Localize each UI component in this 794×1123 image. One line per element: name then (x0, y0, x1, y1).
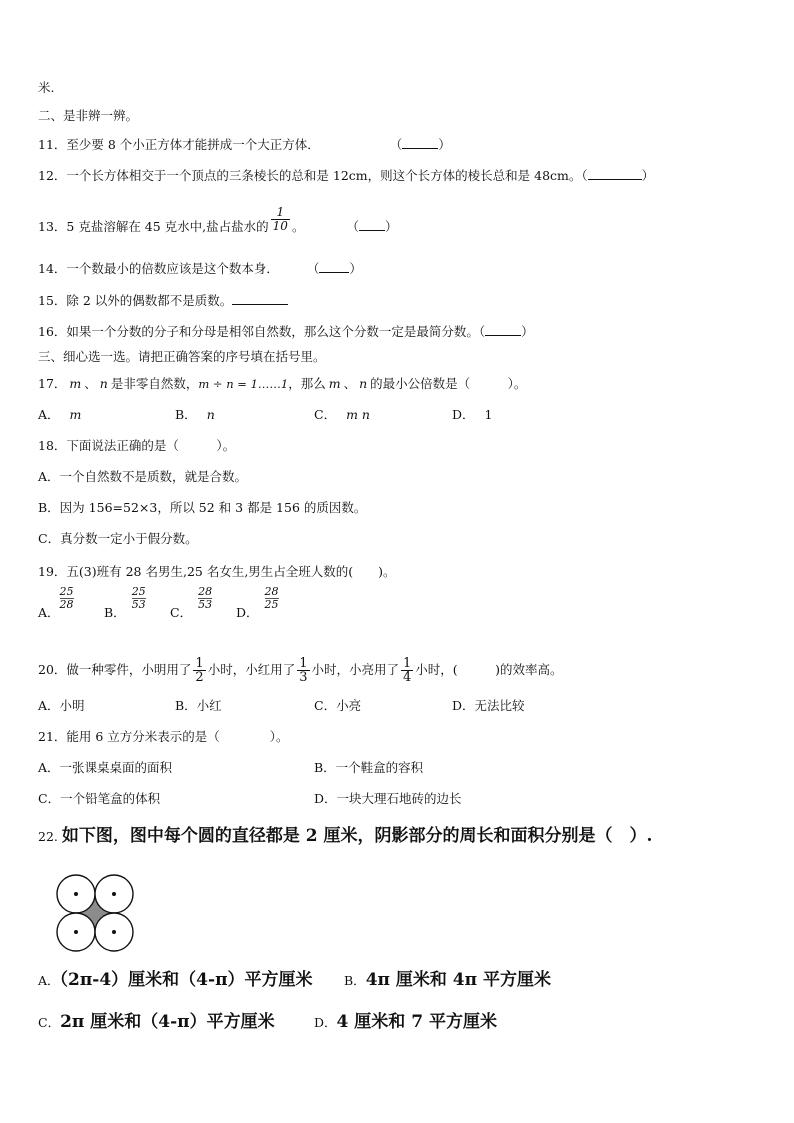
question-16: 16．如果一个分数的分子和分母是相邻自然数，那么这个分数一定是最简分数。（ ） (38, 324, 534, 339)
q22-option-c[interactable]: C．2π 厘米和（4-π）平方厘米 (38, 1012, 275, 1032)
question-14-answer-box[interactable]: （ ） (306, 261, 362, 276)
question-20: 20．做一种零件，小明用了 $\frac{1}{2}$ 小时，小红用了 $\frac{1}{3}$ 小时，小亮用了 $\frac{1}{4}$ 小时，( )的效率高。 (38, 656, 563, 685)
question-14 (38, 260, 362, 277)
question-12: 12．一个长方体相交于一个顶点的三条棱长的总和是 12cm，则这个长方体的棱长总和是 48cm。（ ） (38, 168, 655, 183)
section-heading-true-false: 二、是非辨一辨。 (38, 108, 139, 123)
question-16-text: 16．如果一个分数的分子和分母是相邻自然数，那么这个分数一定是最简分数。（ (38, 324, 486, 339)
variable-n: n (99, 376, 108, 391)
q21-option-c[interactable]: C．一个铅笔盒的体积 (38, 791, 161, 806)
question-15-answer-blank[interactable] (232, 292, 288, 305)
question-13-answer-box[interactable]: （ ） (346, 219, 398, 234)
q21-option-b[interactable]: B．一个鞋盒的容积 (314, 760, 424, 775)
question-13-text: 13．5 克盐溶解在 45 克水中,盐占盐水的 (38, 219, 269, 234)
question-13-fraction: $\frac{1}{10}$ (272, 205, 288, 233)
four-circles-figure (50, 868, 140, 958)
question-19: 19．五(3)班有 28 名男生,25 名女生,男生占全班人数的( )。 (38, 564, 396, 579)
q22-option-d[interactable]: D．4 厘米和 7 平方厘米 (314, 1012, 497, 1032)
variable-m: m (69, 376, 82, 391)
q22-option-b[interactable]: B．4π 厘米和 4π 平方厘米 (344, 970, 551, 990)
q21-option-a[interactable]: A．一张课桌桌面的面积 (38, 760, 173, 775)
section-heading-multiple-choice: 三、细心选一选。请把正确答案的序号填在括号里。 (38, 349, 326, 364)
q19-option-a[interactable]: A． $\frac{25}{28}$ (38, 585, 74, 620)
center-dot-bottom-left (74, 930, 78, 934)
q17-option-c[interactable]: C． m n (314, 407, 370, 422)
q20-fraction-xiaohong: $\frac{1}{3}$ (299, 656, 308, 685)
q20-option-a[interactable]: A．小明 (38, 698, 85, 713)
q18-option-c[interactable]: C．真分数一定小于假分数。 (38, 531, 198, 546)
q19-option-d[interactable]: D． $\frac{28}{25}$ (236, 585, 279, 620)
center-dot-top-left (74, 892, 78, 896)
q17-option-d[interactable]: D． 1 (452, 407, 493, 422)
question-11-answer-box[interactable]: （ ） (389, 137, 451, 152)
q17-option-b[interactable]: B． n (175, 407, 215, 422)
question-11-text: 11．至少要 8 个小正方体才能拼成一个大正方体． (38, 137, 320, 152)
question-18: 18．下面说法正确的是（ ）。 (38, 438, 236, 453)
q20-option-b[interactable]: B．小红 (175, 698, 222, 713)
center-dot-top-right (112, 892, 116, 896)
q19-option-b[interactable]: B． $\frac{25}{53}$ (104, 585, 146, 620)
question-22: 22. 如下图，图中每个圆的直径都是 2 厘米，阴影部分的周长和面积分别是（ ）. (38, 826, 653, 846)
question-11 (38, 136, 451, 153)
q20-option-d[interactable]: D．无法比较 (452, 698, 525, 713)
q20-fraction-xiaoliang: $\frac{1}{4}$ (403, 656, 412, 685)
q17-expression: m ÷ n = 1……1 (198, 377, 289, 391)
question-17: 17． m 、 n 是非零自然数，m ÷ n = 1……1，那么 m 、 n 的最小公倍数是（ ）。 (38, 376, 527, 391)
q20-fraction-xiaoming: $\frac{1}{2}$ (195, 656, 204, 685)
question-12-answer-blank[interactable] (588, 167, 642, 180)
q21-option-d[interactable]: D．一块大理石地砖的边长 (314, 791, 462, 806)
center-dot-bottom-right (112, 930, 116, 934)
q17-option-a[interactable]: A． m (38, 407, 82, 422)
q19-option-c[interactable]: C． $\frac{28}{53}$ (170, 585, 213, 620)
previous-question-tail: 米. (38, 80, 55, 95)
q22-option-a[interactable]: A．（2π-4）厘米和（4-π）平方厘米 (38, 970, 313, 990)
q20-option-c[interactable]: C．小亮 (314, 698, 362, 713)
question-15-text: 15．除 2 以外的偶数都不是质数。 (38, 293, 233, 308)
question-13: 13．5 克盐溶解在 45 克水中,盐占盐水的 $\frac{1}{10}$ 。 （ ） (38, 205, 398, 234)
q18-option-a[interactable]: A．一个自然数不是质数，就是合数。 (38, 469, 248, 484)
question-14-text: 14．一个数最小的倍数应该是这个数本身． (38, 261, 279, 276)
question-15 (38, 292, 288, 309)
question-21: 21．能用 6 立方分米表示的是（ ）。 (38, 729, 289, 744)
q18-option-b[interactable]: B．因为 156=52×3，所以 52 和 3 都是 156 的质因数。 (38, 500, 367, 515)
question-16-answer-blank[interactable] (485, 323, 521, 336)
question-12-text: 12．一个长方体相交于一个顶点的三条棱长的总和是 12cm，则这个长方体的棱长总和是 48cm。（ (38, 168, 588, 183)
